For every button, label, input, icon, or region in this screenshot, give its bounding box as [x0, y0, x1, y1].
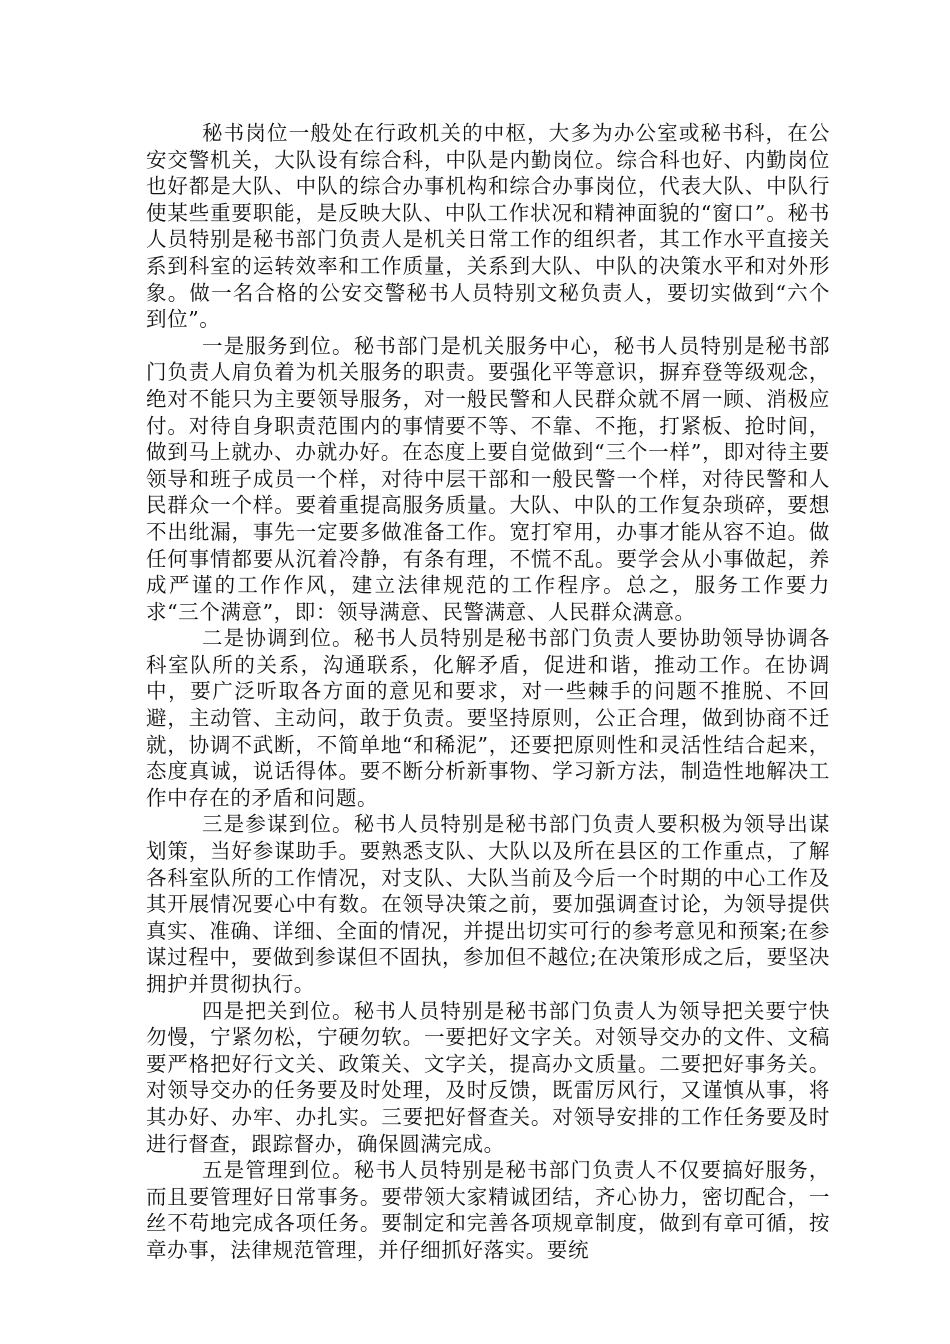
paragraph-management: 五是管理到位。秘书人员特别是秘书部门负责人不仅要搞好服务，而且要管理好日常事务。要带领大家精诚团结，齐心协力，密切配合，一丝不苟地完成各项任务。要制定和完善各项规章制度，做到有章可循，按章办事，法律规范管理，并仔细抓好落实。要统 — [146, 1158, 830, 1262]
paragraph-service: 一是服务到位。秘书部门是机关服务中心，秘书人员特别是秘书部门负责人肩负着为机关服务的职责。要强化平等意识，摒弃登等级观念，绝对不能只为主要领导服务，对一般民警和人民群众就不屑一顾、消极应付。对待自身职责范围内的事情要不等、不靠、不拖，打紧板、抢时间，做到马上就办、办就办好。在态度上要自觉做到“三个一样”，即对待主要领导和班子成员一个样，对待中层干部和一般民警一个样，对待民警和人民群众一个样。要着重提高服务质量。大队、中队的工作复杂琐碎，要想不出纰漏，事先一定要多做准备工作。宽打窄用，办事才能从容不迫。做任何事情都要从沉着冷静，有条有理，不慌不乱。要学会从小事做起，养成严谨的工作作风，建立法律规范的工作程序。总之，服务工作要力求“三个满意”，即：领导满意、民警满意、人民群众满意。 — [146, 333, 830, 624]
document-page — [146, 120, 830, 1264]
paragraph-coordination: 二是协调到位。秘书人员特别是秘书部门负责人要协助领导协调各科室队所的关系，沟通联系，化解矛盾，促进和谐，推动工作。在协调中，要广泛听取各方面的意见和要求，对一些棘手的问题不推脱、不回避，主动管、主动问，敢于负责。要坚持原则，公正合理，做到协商不迁就，协调不武断，不简单地“和稀泥”，还要把原则性和灵活性结合起来，态度真诚，说话得体。要不断分析新事物、学习新方法，制造性地解决工作中存在的矛盾和问题。 — [146, 626, 830, 810]
paragraph-gatekeeping: 四是把关到位。秘书人员特别是秘书部门负责人为领导把关要宁快勿慢，宁紧勿松，宁硬勿软。一要把好文字关。对领导交办的文件、文稿要严格把好行文关、政策关、文字关，提高办文质量。二要把好事务关。对领导交办的任务要及时处理，及时反馈，既雷厉风行，又谨慎从事，将其办好、办牢、办扎实。三要把好督查关。对领导安排的工作任务要及时进行督查，跟踪督办，确保圆满完成。 — [146, 998, 830, 1156]
paragraph-intro: 秘书岗位一般处在行政机关的中枢，大多为办公室或秘书科，在公安交警机关，大队设有综合科，中队是内勤岗位。综合科也好、内勤岗位也好都是大队、中队的综合办事机构和综合办事岗位，代表大队、中队行使某些重要职能，是反映大队、中队工作状况和精神面貌的“窗口”。秘书人员特别是秘书部门负责人是机关日常工作的组织者，其工作水平直接关系到科室的运转效率和工作质量，关系到大队、中队的决策水平和对外形象。做一名合格的公安交警秘书人员特别文秘负责人，要切实做到“六个到位”。 — [146, 121, 830, 332]
paragraph-advisory: 三是参谋到位。秘书人员特别是秘书部门负责人要积极为领导出谋划策，当好参谋助手。要熟悉支队、大队以及所在县区的工作重点，了解各科室队所的工作情况，对支队、大队当前及今后一个时期的中心工作及其开展情况要心中有数。在领导决策之前，要加强调查讨论，为领导提供真实、准确、详细、全面的情况，并提出切实可行的参考意见和预案;在参谋过程中，要做到参谋但不固执，参加但不越位;在决策形成之后，要坚决拥护并贯彻执行。 — [146, 812, 830, 996]
